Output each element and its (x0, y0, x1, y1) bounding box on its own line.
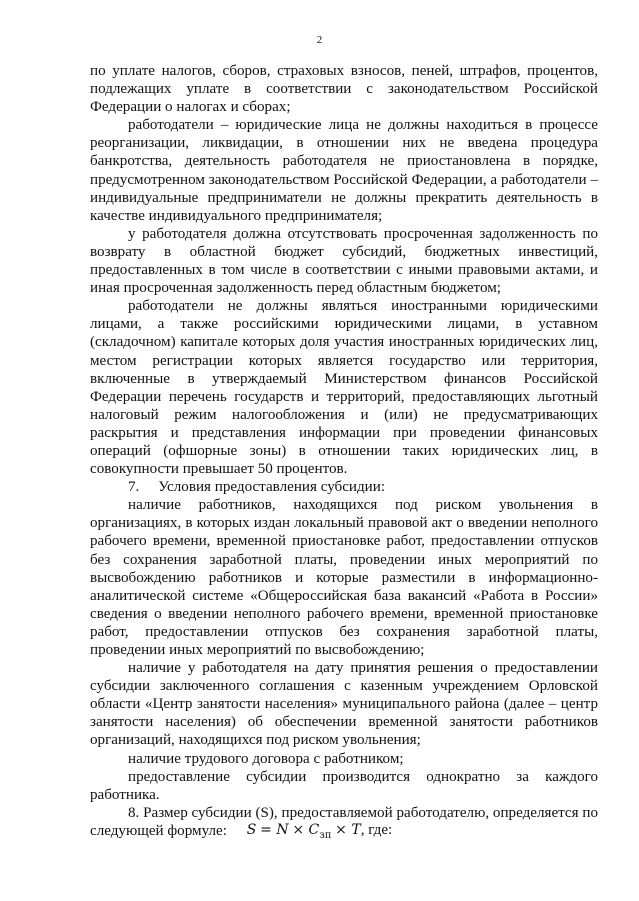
paragraph-employment-agreement: наличие у работодателя на дату принятия решения о предоставлении субсидии заключенного соглашения с казенным учреждением Орловской области «Центр занятости населения» муниципального района (далее – центр занятости населения) об обеспечении временной занятости работников организаций, находящихся под риском увольнения; (90, 660, 598, 749)
paragraph-tax-obligations: по уплате налогов, сборов, страховых взносов, пеней, штрафов, процентов, подлежащих уплате в соответствии с законодательством Российской Федерации о налогах и сборах; (90, 63, 598, 116)
formula-c: $C_{зп}$ (308, 822, 332, 841)
paragraph-not-foreign-entity: работодатели не должны являться иностранными юридическими лицами, а также российскими юридическими лицами, в уставном (складочном) капитале которых доля участия иностранных юридических лиц, местом регистрации которых является государство или территория, включенные в утверждаемый Министерством финансов Российской Федерации перечень государств и территорий, предоставляющих льготный налоговый режим налогообложения и (или) не предусматривающих раскрытия и представления информации при проведении финансовых операций (офшорные зоны) в отношении таких юридических лиц, в совокупности превышает 50 процентов. (90, 298, 598, 478)
document-body (90, 62, 598, 840)
paragraph-no-reorganization: работодатели – юридические лица не должны находиться в процессе реорганизации, ликвидации, в отношении них не введена процедура банкротства, деятельность работодателя не приостановлена в порядке, предусмотренном законодательством Российской Федерации, а работодатели – индивидуальные предприниматели не должны прекратить деятельность в качестве индивидуального предпринимателя; (90, 117, 598, 224)
section-7-heading: 7. Условия предоставления субсидии: (128, 479, 386, 496)
section-8-subsidy-size: 8. Размер субсидии (S), предоставляемой работодателю, определяется по следующей формуле: (90, 804, 598, 839)
formula-n: N (276, 822, 289, 838)
page-number: 2 (316, 34, 323, 46)
subsidy-formula: $S = N \times C_{зп} \times T$, где: (246, 822, 393, 841)
paragraph-one-time-subsidy: предоставление субсидии производится однократно за каждого работника. (90, 768, 598, 803)
paragraph-labor-contract: наличие трудового договора с работником; (128, 750, 404, 767)
formula-c-subscript: зп (319, 829, 332, 841)
paragraph-employees-at-risk: наличие работников, находящихся под риском увольнения в организациях, в которых издан локальный правовой акт о введении неполного рабочего времени, временной приостановке работ, предоставлении отпусков без сохранения заработной платы, проведении иных мероприятий по высвобождению работников и которые разместили в информационно-аналитической системе «Общероссийская база вакансий «Работа в России» сведения о введении неполного рабочего времени, временной приостановке работ, предоставлении отпусков без сохранения заработной платы, проведении иных мероприятий по высвобождению; (90, 497, 598, 658)
formula-s: S (246, 822, 257, 838)
formula-suffix: , где: (360, 822, 393, 838)
formula-t: T (351, 822, 361, 838)
paragraph-no-overdue-debt: у работодателя должна отсутствовать просроченная задолженность по возврату в областной бюджет субсидий, бюджетных инвестиций, предоставленных в том числе в соответствии с иными правовыми актами, и иная просроченная задолженность перед областным бюджетом; (90, 225, 598, 297)
